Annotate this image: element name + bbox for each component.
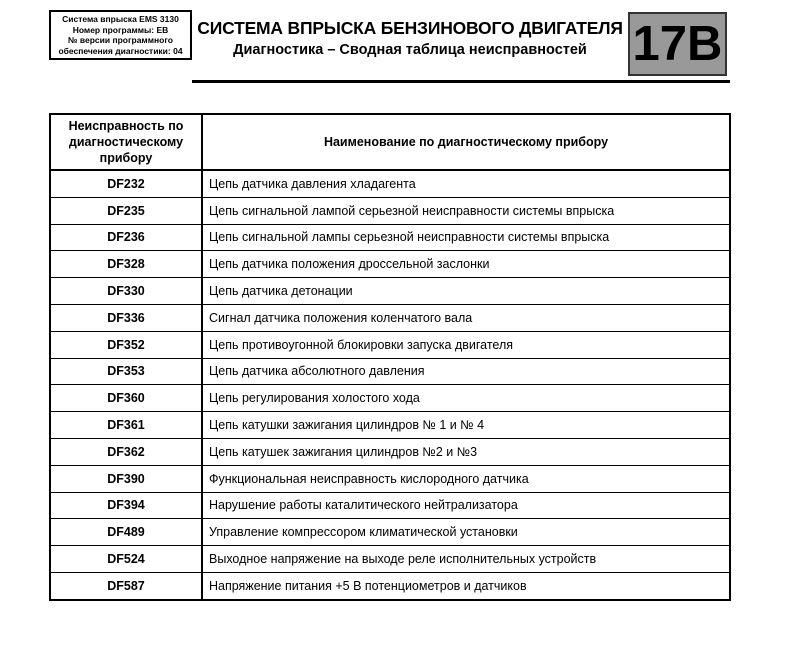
info-diagnostic-version: обеспечения диагностики: 04 [58,45,183,56]
header-divider [192,80,730,83]
page-title: СИСТЕМА ВПРЫСКА БЕНЗИНОВОГО ДВИГАТЕЛЯ [197,18,623,38]
table-row [50,519,730,546]
table-row [50,224,730,251]
fault-name-cell: Цепь датчика детонации [202,278,730,305]
fault-name-cell: Нарушение работы каталитического нейтрализатора [202,492,730,519]
fault-code-cell: DF232 [50,170,202,197]
table-row [50,546,730,573]
info-system: Система впрыска EMS 3130 [62,14,179,24]
section-badge: 17B [628,12,727,76]
fault-code-cell: DF524 [50,546,202,573]
fault-name-cell: Функциональная неисправность кислородного датчика [202,465,730,492]
table-row [50,304,730,331]
table-row [50,412,730,439]
fault-name-cell: Цепь регулирования холостого хода [202,385,730,412]
table-row [50,572,730,599]
table-row [50,331,730,358]
fault-name-cell: Цепь датчика давления хладагента [202,170,730,197]
fault-code-cell: DF352 [50,331,202,358]
table-row [50,385,730,412]
table-header-row [50,114,730,170]
fault-name-cell: Цепь противоугонной блокировки запуска двигателя [202,331,730,358]
fault-name-cell: Выходное напряжение на выходе реле исполнительных устройств [202,546,730,573]
info-version-label: № версии программного [68,35,173,45]
table-row [50,358,730,385]
fault-code-cell: DF489 [50,519,202,546]
column-header-fault-code: Неисправность по диагностическому прибору [50,114,202,170]
fault-name-cell: Цепь датчика абсолютного давления [202,358,730,385]
fault-code-cell: DF328 [50,251,202,278]
table-row [50,170,730,197]
info-program-number: Номер программы: EB [72,24,169,35]
table-row [50,278,730,305]
fault-name-cell: Цепь катушки зажигания цилиндров № 1 и № 4 [202,412,730,439]
fault-code-cell: DF360 [50,385,202,412]
table-row [50,438,730,465]
fault-name-cell: Цепь датчика положения дроссельной заслонки [202,251,730,278]
fault-name-cell: Управление компрессором климатической установки [202,519,730,546]
fault-summary-table [49,113,731,601]
fault-code-cell: DF353 [50,358,202,385]
fault-code-cell: DF390 [50,465,202,492]
fault-code-cell: DF361 [50,412,202,439]
table-row [50,492,730,519]
fault-code-cell: DF362 [50,438,202,465]
fault-code-cell: DF235 [50,197,202,224]
fault-name-cell: Сигнал датчика положения коленчатого вала [202,304,730,331]
table-row [50,251,730,278]
fault-code-cell: DF236 [50,224,202,251]
page-subtitle: Диагностика – Сводная таблица неисправностей [233,42,587,58]
fault-code-cell: DF330 [50,278,202,305]
fault-name-cell: Цепь сигнальной лампы серьезной неисправности системы впрыска [202,224,730,251]
table-row [50,465,730,492]
column-header-name: Наименование по диагностическому прибору [202,114,730,170]
fault-name-cell: Цепь сигнальной лампой серьезной неисправности системы впрыска [202,197,730,224]
system-info-box [49,10,192,60]
table-row [50,197,730,224]
fault-name-cell: Напряжение питания +5 В потенциометров и датчиков [202,572,730,599]
fault-code-cell: DF394 [50,492,202,519]
fault-name-cell: Цепь катушек зажигания цилиндров №2 и №3 [202,438,730,465]
fault-code-cell: DF336 [50,304,202,331]
fault-code-cell: DF587 [50,572,202,599]
